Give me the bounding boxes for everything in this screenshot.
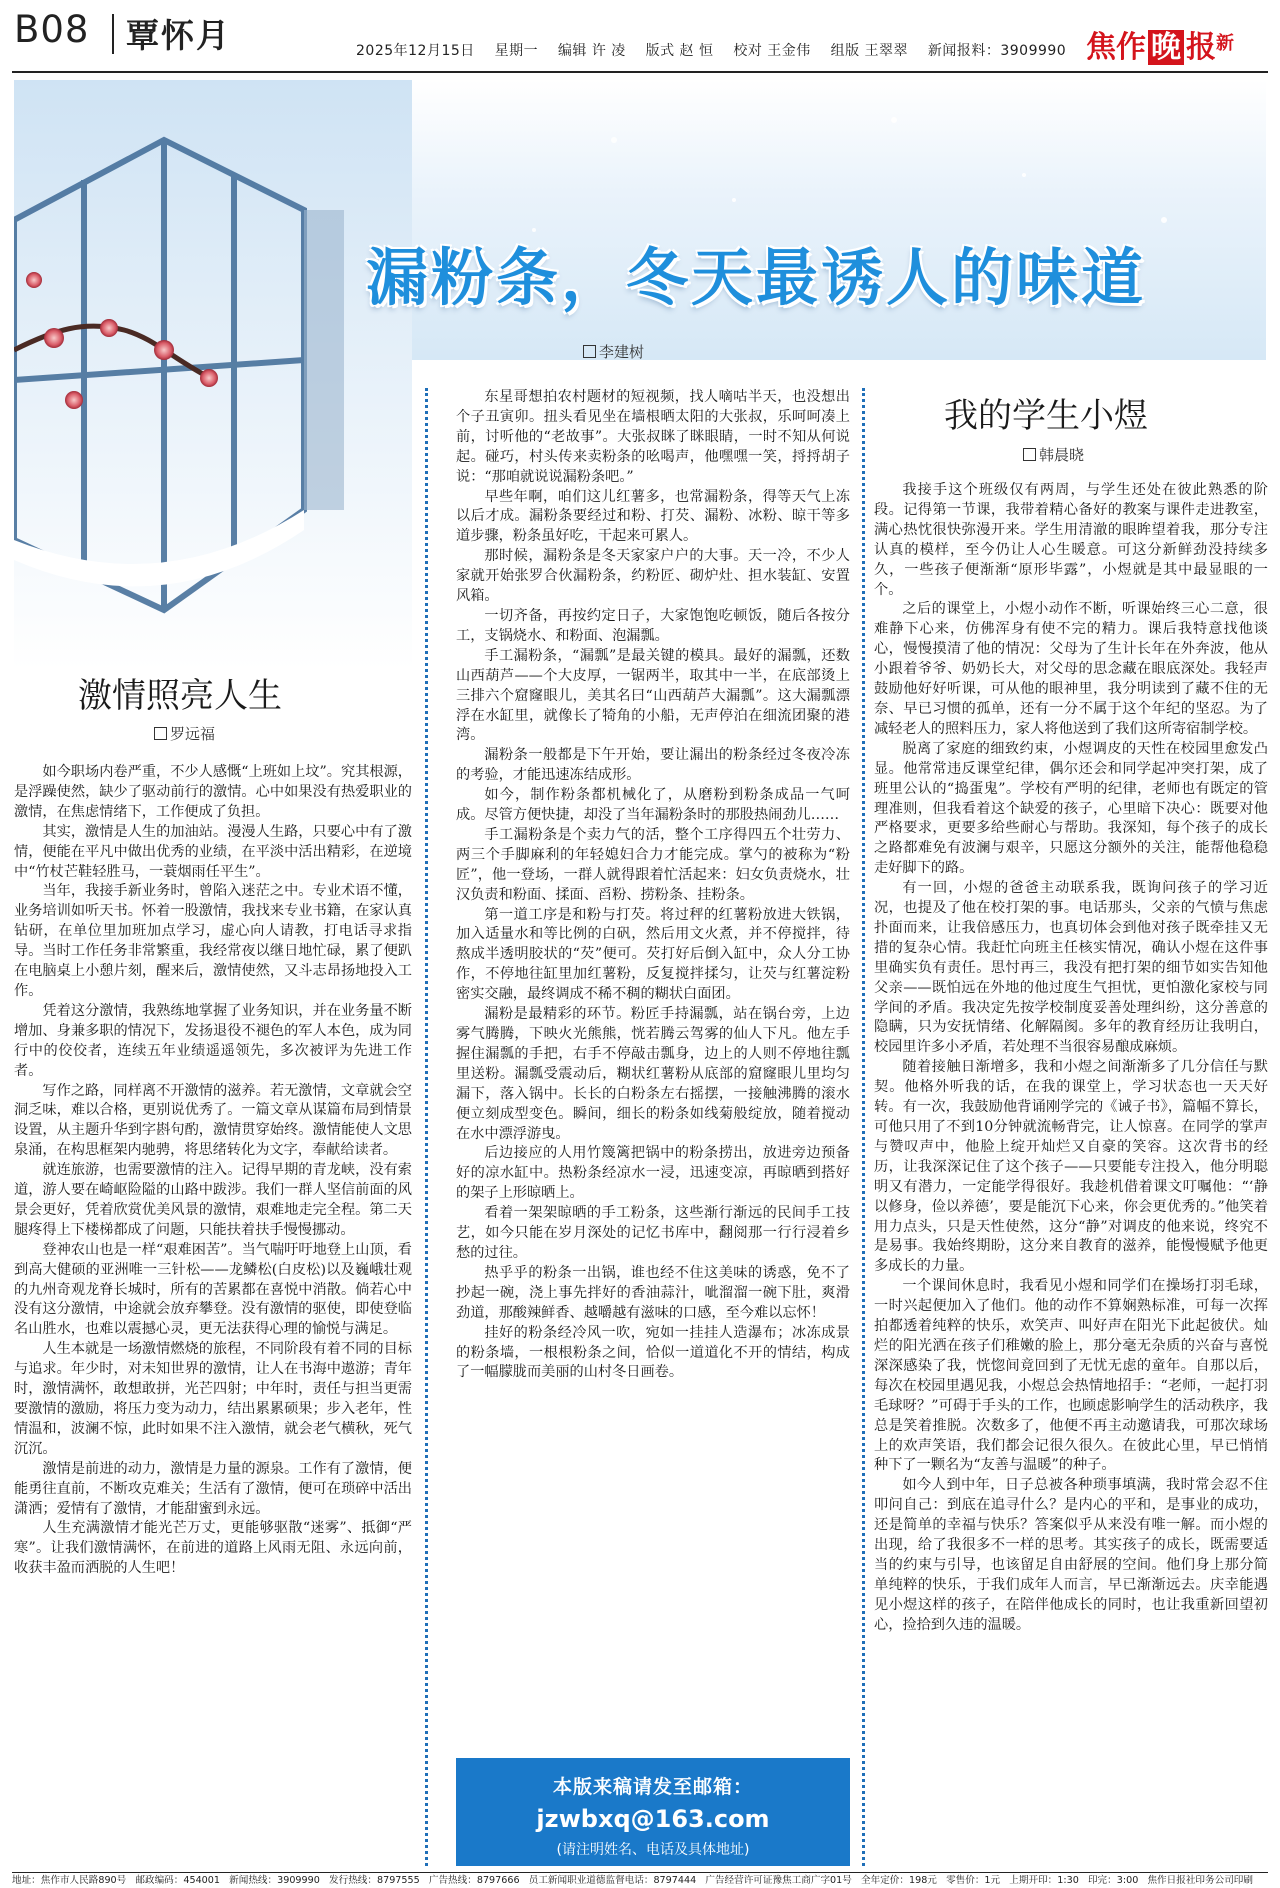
footer-press-end: 印完：3:00	[1087, 1875, 1139, 1886]
left-article-byline	[154, 723, 215, 744]
right-article-body	[874, 481, 1268, 1866]
article-paragraph: 看着一架架晾晒的手工粉条，这些渐行渐远的民间手工技艺，如今只能在岁月深处的记忆书库中，翻阅那一行行浸着乡愁的过往。	[456, 1205, 850, 1261]
article-paragraph: 脱离了家庭的细致约束，小煜调皮的天性在校园里愈发凸显。他常常违反课堂纪律，偶尔还会和同学起冲突打架，成了班里公认的“捣蛋鬼”。学校有严明的纪律，老师也有既定的管理准则，但我看着这个缺爱的孩子，心里暗下决心：既要对他严格要求，更要多给些耐心与帮助。我深知，每个孩子的成长之路都难免有波澜与艰辛，只愿这分额外的关注，能帮他稳稳走好脚下的路。	[874, 740, 1268, 877]
window-illustration	[14, 80, 412, 670]
byline-box-icon	[583, 345, 596, 358]
left-article-body	[14, 763, 412, 1863]
footer-annual: 全年定价：198元	[861, 1875, 937, 1886]
mail-address[interactable]: jzwbxq@163.com	[536, 1805, 770, 1833]
section-name: 覃怀月	[126, 16, 231, 55]
proof-credit: 校对 王金伟	[733, 43, 811, 59]
main-author: 李建树	[599, 343, 645, 361]
article-paragraph: 随着接触日渐增多，我和小煜之间渐渐多了几分信任与默契。他格外听我的话，在我的课堂上，学习状态也一天天好转。有一次，我鼓励他背诵刚学完的《诫子书》，篇幅不算长，可他只用了不到10分钟就流畅背完，让人惊喜。在同学的掌声与赞叹声中，他脸上绽开灿烂又自豪的笑容。这次背书的经历，让我深深记住了这个孩子——只要能专注投入，他分明聪明又有潜力，一定能学得很好。我趁机借着课文叮嘱他：“‘静以修身，俭以养德’，要是能沉下心来，你会更优秀的。”他笑着用力点头，只是天性使然，这分“静”对调皮的他来说，终究不是易事。我始终期盼，这分来自教育的滋养，能慢慢赋予他更多成长的力量。	[874, 1059, 1268, 1275]
article-paragraph: 我接手这个班级仅有两周，与学生还处在彼此熟悉的阶段。记得第一节课，我带着精心备好的教案与课件走进教室，满心热忱很快弥漫开来。学生用清澈的眼眸望着我，那分专注认真的模样，至今仍让人心生暖意。可这分新鲜劲没持续多久，一些孩子便渐渐“原形毕露”，小煜就是其中最显眼的一个。	[874, 482, 1268, 598]
footer-imprint	[12, 1872, 1268, 1888]
submission-email-box	[456, 1758, 850, 1866]
article-paragraph: 如今人到中年，日子总被各种琐事填满，我时常会忍不住叩问自己：到底在追寻什么？是内心的平和，是事业的成功，还是简单的幸福与快乐？答案似乎从来没有唯一解。而小煜的出现，给了我很多不一样的思考。其实孩子的成长，既需要适当的约束与引导，也该留足自由舒展的空间。他们身上那分简单纯粹的快乐，于我们成年人而言，早已渐渐远去。庆幸能遇见小煜这样的孩子，在陪伴他成长的同时，也让我重新回望初心，捡拾到久违的温暖。	[874, 1477, 1268, 1633]
article-paragraph: 一切齐备，再按约定日子，大家饱饱吃顿饭，随后各按分工，支锅烧水、和粉面、泡漏瓢。	[456, 607, 850, 644]
frosted-window-art	[14, 80, 412, 670]
logo-text-c: 报	[1186, 30, 1216, 65]
byline-box-icon	[1023, 448, 1036, 461]
article-paragraph: 其实，激情是人生的加油站。漫漫人生路，只要心中有了激情，便能在平凡中做出优秀的业绩，在平淡中活出精彩，在逆境中“竹杖芒鞋轻胜马，一蓑烟雨任平生”。	[14, 823, 412, 880]
editor-credit: 编辑 许 凌	[557, 43, 626, 59]
footer-news: 新闻热线：3909990	[229, 1875, 320, 1886]
middle-article-body	[456, 388, 850, 1746]
footer-press-start: 上期开印：1:30	[1009, 1875, 1079, 1886]
article-paragraph: 挂好的粉条经冷风一吹，宛如一挂挂人造瀑布；冰冻成景的粉条墙，一根根粉条之间，恰似一道道化不开的情结，构成了一幅朦胧而美丽的山村冬日画卷。	[456, 1324, 850, 1381]
article-paragraph: 有一回，小煜的爸爸主动联系我，既询问孩子的学习近况，也提及了他在校打架的事。电话那头，父亲的气愤与焦虑扑面而来，让我倍感压力，也真切体会到他对孩子既牵挂又无措的复杂心情。我赶忙向班主任核实情况，确认小煜在这件事里确实负有责任。思忖再三，我没有把打架的细节如实告知他父亲——既怕远在外地的他过度生气担忧，更怕激化家校与同学间的矛盾。我决定先按学校制度妥善处理纠纷，这分善意的隐瞒，只为安抚情绪、化解隔阂。多年的教育经历让我明白，校园里许多小矛盾，若处理不当很容易酿成麻烦。	[874, 880, 1268, 1056]
news-hotline: 新闻报料：3909990	[927, 43, 1067, 59]
article-paragraph: 激情是前进的动力，激情是力量的源泉。工作有了激情，便能勇往直前，不断攻克难关；生活有了激情，便可在琐碎中活出潇洒；爱情有了激情，才能甜蜜到永远。	[14, 1460, 412, 1517]
article-paragraph: 人生本就是一场激情燃烧的旅程，不同阶段有着不同的目标与追求。年少时，对未知世界的激情，让人在书海中遨游；青年时，激情满怀，敢想敢拼，光芒四射；中年时，责任与担当更需要激情的激励，将压力变为动力，结出累累硕果；步入老年，性情温和，波澜不惊，此时如果不注入激情，就会老气横秋，死气沉沉。	[14, 1341, 412, 1457]
right-article-byline	[1023, 444, 1084, 465]
article-paragraph: 当年，我接手新业务时，曾陷入迷茫之中。专业术语不懂，业务培训如听天书。怀着一股激情，我找来专业书籍，在家认真钻研，在单位里加班加点学习，虚心向人请教，打电话寻求指导。当时工作任务非常繁重，我经常夜以继日地忙碌，累了便趴在电脑桌上小憩片刻，醒来后，激情使然，又斗志昂扬地投入工作。	[14, 883, 412, 999]
byline-box-icon	[154, 727, 167, 740]
main-headline: 漏粉条，冬天最诱人的味道	[366, 241, 1147, 314]
footer-ads: 广告热线：8797666	[428, 1875, 520, 1886]
header-rule	[12, 71, 1268, 73]
logo-mark: 新	[1216, 33, 1234, 54]
article-paragraph: 之后的课堂上，小煜小动作不断，听课始终三心二意，很难静下心来，仿佛浑身有使不完的精力。课后我特意找他谈心，慢慢摸清了他的情况：父母为了生计长年在外奔波，他从小跟着爷爷、奶奶长大，对父母的思念藏在眼底深处。我轻声鼓励他好好听课，可从他的眼神里，我分明读到了藏不住的无奈、早已习惯的孤单，还有一分不属于这个年纪的坚忍。为了减轻老人的照料压力，家人将他送到了我们这所寄宿制学校。	[874, 601, 1268, 737]
article-paragraph: 漏粉是最精彩的环节。粉匠手持漏瓢，站在锅台旁，上边雾气腾腾，下映火光熊熊，恍若腾云驾雾的仙人下凡。他左手握住漏瓢的手把，右手不停敲击瓢身，边上的人则不停地往瓢里送粉。漏瓢受震动后，糊状红薯粉从底部的窟窿眼儿里均匀漏下，落入锅中。长长的白粉条左右摇摆，一接触沸腾的滚水便立刻成型变色。瞬间，细长的粉条如线菊般绽放，随着搅动在水中漂浮游曳。	[456, 1006, 850, 1142]
article-paragraph: 就连旅游，也需要激情的注入。记得早期的青龙峡，没有索道，游人要在崎岖险隘的山路中跋涉。我们一群人坚信前面的风景会更好，凭着欣赏优美风景的激情，艰难地走完全程。第二天腿疼得上下楼梯都成了问题，只能扶着扶手慢慢挪动。	[14, 1162, 412, 1238]
article-paragraph: 写作之路，同样离不开激情的滋养。若无激情，文章就会空洞乏味，难以合格，更别说优秀了。一篇文章从谋篇布局到情景设置，从主题升华到字斟句酌，激情贯穿始终。激情能使人文思泉涌，在构思框架内驰骋，将思绪转化为文字，奉献给读者。	[14, 1082, 412, 1159]
right-author: 韩晨晓	[1039, 446, 1085, 464]
article-paragraph: 如今，制作粉条都机械化了，从磨粉到粉条成品一气呵成。尽管方便快捷，却没了当年漏粉条时的那股热闹劲儿……	[456, 787, 850, 824]
article-paragraph: 凭着这分激情，我熟练地掌握了业务知识，并在业务量不断增加、身兼多职的情况下，发扬退役不褪色的军人本色，成为同行中的佼佼者，连续五年业绩遥遥领先，多次被评为先进工作者。	[14, 1002, 412, 1079]
article-paragraph: 那时候，漏粉条是冬天家家户户的大事。天一冷，不少人家就开始张罗合伙漏粉条，约粉匠、砌炉灶、担水装缸、安置风箱。	[456, 548, 850, 605]
article-paragraph: 第一道工序是和粉与打芡。将过秤的红薯粉放进大铁锅，加入适量水和等比例的白矾，然后用文火煮，并不停搅拌，待熬成半透明胶状的“芡”便可。芡打好后倒入缸中，众人分工协作，不停地往缸里加红薯粉，反复搅拌揉匀，让芡与红薯淀粉密实交融，最终调成不稀不稠的糊状白面团。	[456, 906, 850, 1003]
newspaper-logo	[1086, 22, 1234, 66]
logo-text-a: 焦作	[1086, 30, 1146, 65]
article-paragraph: 后边接应的人用竹篾篱把锅中的粉条捞出，放进旁边预备好的凉水缸中。热粉条经凉水一浸，迅速变凉，再晾晒到搭好的架子上形晾晒上。	[456, 1145, 850, 1202]
footer-license: 广告经营许可证豫焦工商广字01号	[705, 1875, 852, 1886]
layout-credit: 版式 赵 恒	[645, 43, 714, 59]
article-paragraph: 手工漏粉条，“漏瓢”是最关键的模具。最好的漏瓢，还数山西葫芦——个大皮厚，一锯两半，取其中一半，在底部烫上三排六个窟窿眼儿，美其名曰“山西葫芦大漏瓢”。这大漏瓢漂浮在水缸里，就像长了犄角的小船，无声停泊在细流团聚的港湾。	[456, 647, 850, 744]
article-paragraph: 热乎乎的粉条一出锅，谁也经不住这美味的诱惑，免不了抄起一碗，浇上事先拌好的香油蒜汁，呲溜溜一碗下肚，爽滑劲道，那酸辣鲜香、越嚼越有滋味的口感，至今难以忘怀！	[456, 1264, 850, 1321]
typeset-credit: 组版 王翠翠	[830, 43, 909, 59]
footer-retail: 零售价：1元	[946, 1875, 1001, 1886]
right-article-title: 我的学生小煜	[944, 396, 1148, 436]
article-paragraph: 一个课间休息时，我看见小煜和同学们在操场打羽毛球，一时兴起便加入了他们。他的动作不算娴熟标准，可每一次挥拍都透着纯粹的快乐，欢笑声、叫好声在阳光下此起彼伏。灿烂的阳光洒在孩子们稚嫩的脸上，那分毫无杂质的兴奋与喜悦深深感染了我，恍惚间竟回到了无忧无虑的童年。自那以后，每次在校园里遇见我，小煜总会热情地招手：“老师，一起打羽毛球呀？”可碍于手头的工作，也顾虑影响学生的活动秩序，我总是笑着推脱。次数多了，他便不再主动邀请我，可那次球场上的欢声笑语，我们都会记很久很久。在彼此心里，早已悄悄种下了一颗名为“友善与温暖”的种子。	[874, 1278, 1268, 1474]
left-article-title: 激情照亮人生	[78, 676, 282, 716]
footer-distribution: 发行热线：8797555	[329, 1875, 420, 1886]
article-paragraph: 如今职场内卷严重，不少人感慨“上班如上坟”。究其根源，是浮躁使然，缺少了驱动前行的激情。心中如果没有热爱职业的激情，在焦虑情绪下，工作便成了负担。	[14, 764, 412, 820]
left-author: 罗远福	[170, 725, 216, 743]
footer-printer: 焦作日报社印务公司印刷	[1147, 1875, 1253, 1886]
mail-title: 本版来稿请发至邮箱：	[552, 1776, 753, 1798]
footer-ethics: 员工新闻职业道德监督电话：8797444	[528, 1875, 697, 1886]
article-paragraph: 人生充满激情才能光芒万丈，更能够驱散“迷雾”、抵御“严寒”。让我们激情满怀，在前进的道路上风雨无阻、永远向前，收获丰盈而洒脱的人生吧！	[14, 1520, 412, 1577]
column-divider-left	[425, 388, 428, 1866]
issue-date: 2025年12月15日	[356, 43, 475, 59]
issue-weekday: 星期一	[494, 43, 539, 59]
masthead	[0, 0, 1280, 74]
mail-note: (请注明姓名、电话及具体地址)	[556, 1842, 750, 1858]
main-byline	[583, 341, 644, 362]
article-paragraph: 登神农山也是一样“艰难困苦”。当气喘吁吁地登上山顶，看到高大健硕的亚洲唯一三针松——龙鳞松(白皮松)以及巍峨壮观的九州奇观龙脊长城时，所有的苦累都在喜悦中消散。倘若心中没有这分激情，中途就会放弃攀登。没有激情的驱使，即使登临名山胜水，也难以震撼心灵，更无法获得心理的愉悦与满足。	[14, 1241, 412, 1338]
logo-text-b: 晚	[1148, 30, 1184, 65]
article-paragraph: 早些年啊，咱们这儿红薯多，也常漏粉条，得等天气上冻以后才成。漏粉条要经过和粉、打芡、漏粉、冰粉、晾干等多道步骤，粉条虽好吃，干起来可累人。	[456, 488, 850, 545]
footer-address: 地址：焦作市人民路890号	[12, 1875, 127, 1886]
header-divider	[112, 14, 114, 54]
article-paragraph: 漏粉条一般都是下午开始，要让漏出的粉条经过冬夜冷冻的考验，才能迅速冻结成形。	[456, 747, 850, 784]
footer-postcode: 邮政编码：454001	[135, 1875, 220, 1886]
edition-info	[356, 40, 1066, 60]
column-divider-right	[862, 388, 865, 1866]
page-number: B08	[14, 8, 90, 51]
article-paragraph: 东星哥想拍农村题材的短视频，找人嘀咕半天，也没想出个子丑寅卯。扭头看见坐在墙根晒太阳的大张叔，乐呵呵凑上前，讨听他的“老故事”。大张叔眯了眯眼睛，一时不知从何说起。碰巧，村头传来卖粉条的吆喝声，他嘿嘿一笑，捋捋胡子说：“那咱就说说漏粉条吧。”	[456, 389, 850, 485]
article-paragraph: 手工漏粉条是个卖力气的活，整个工序得四五个壮劳力、两三个手脚麻利的年轻媳妇合力才能完成。掌勺的被称为“粉匠”，他一登场，一群人就得跟着忙活起来：妇女负责烧水，壮汉负责和粉面、揉面、舀粉、捞粉条、挂粉条。	[456, 826, 850, 903]
